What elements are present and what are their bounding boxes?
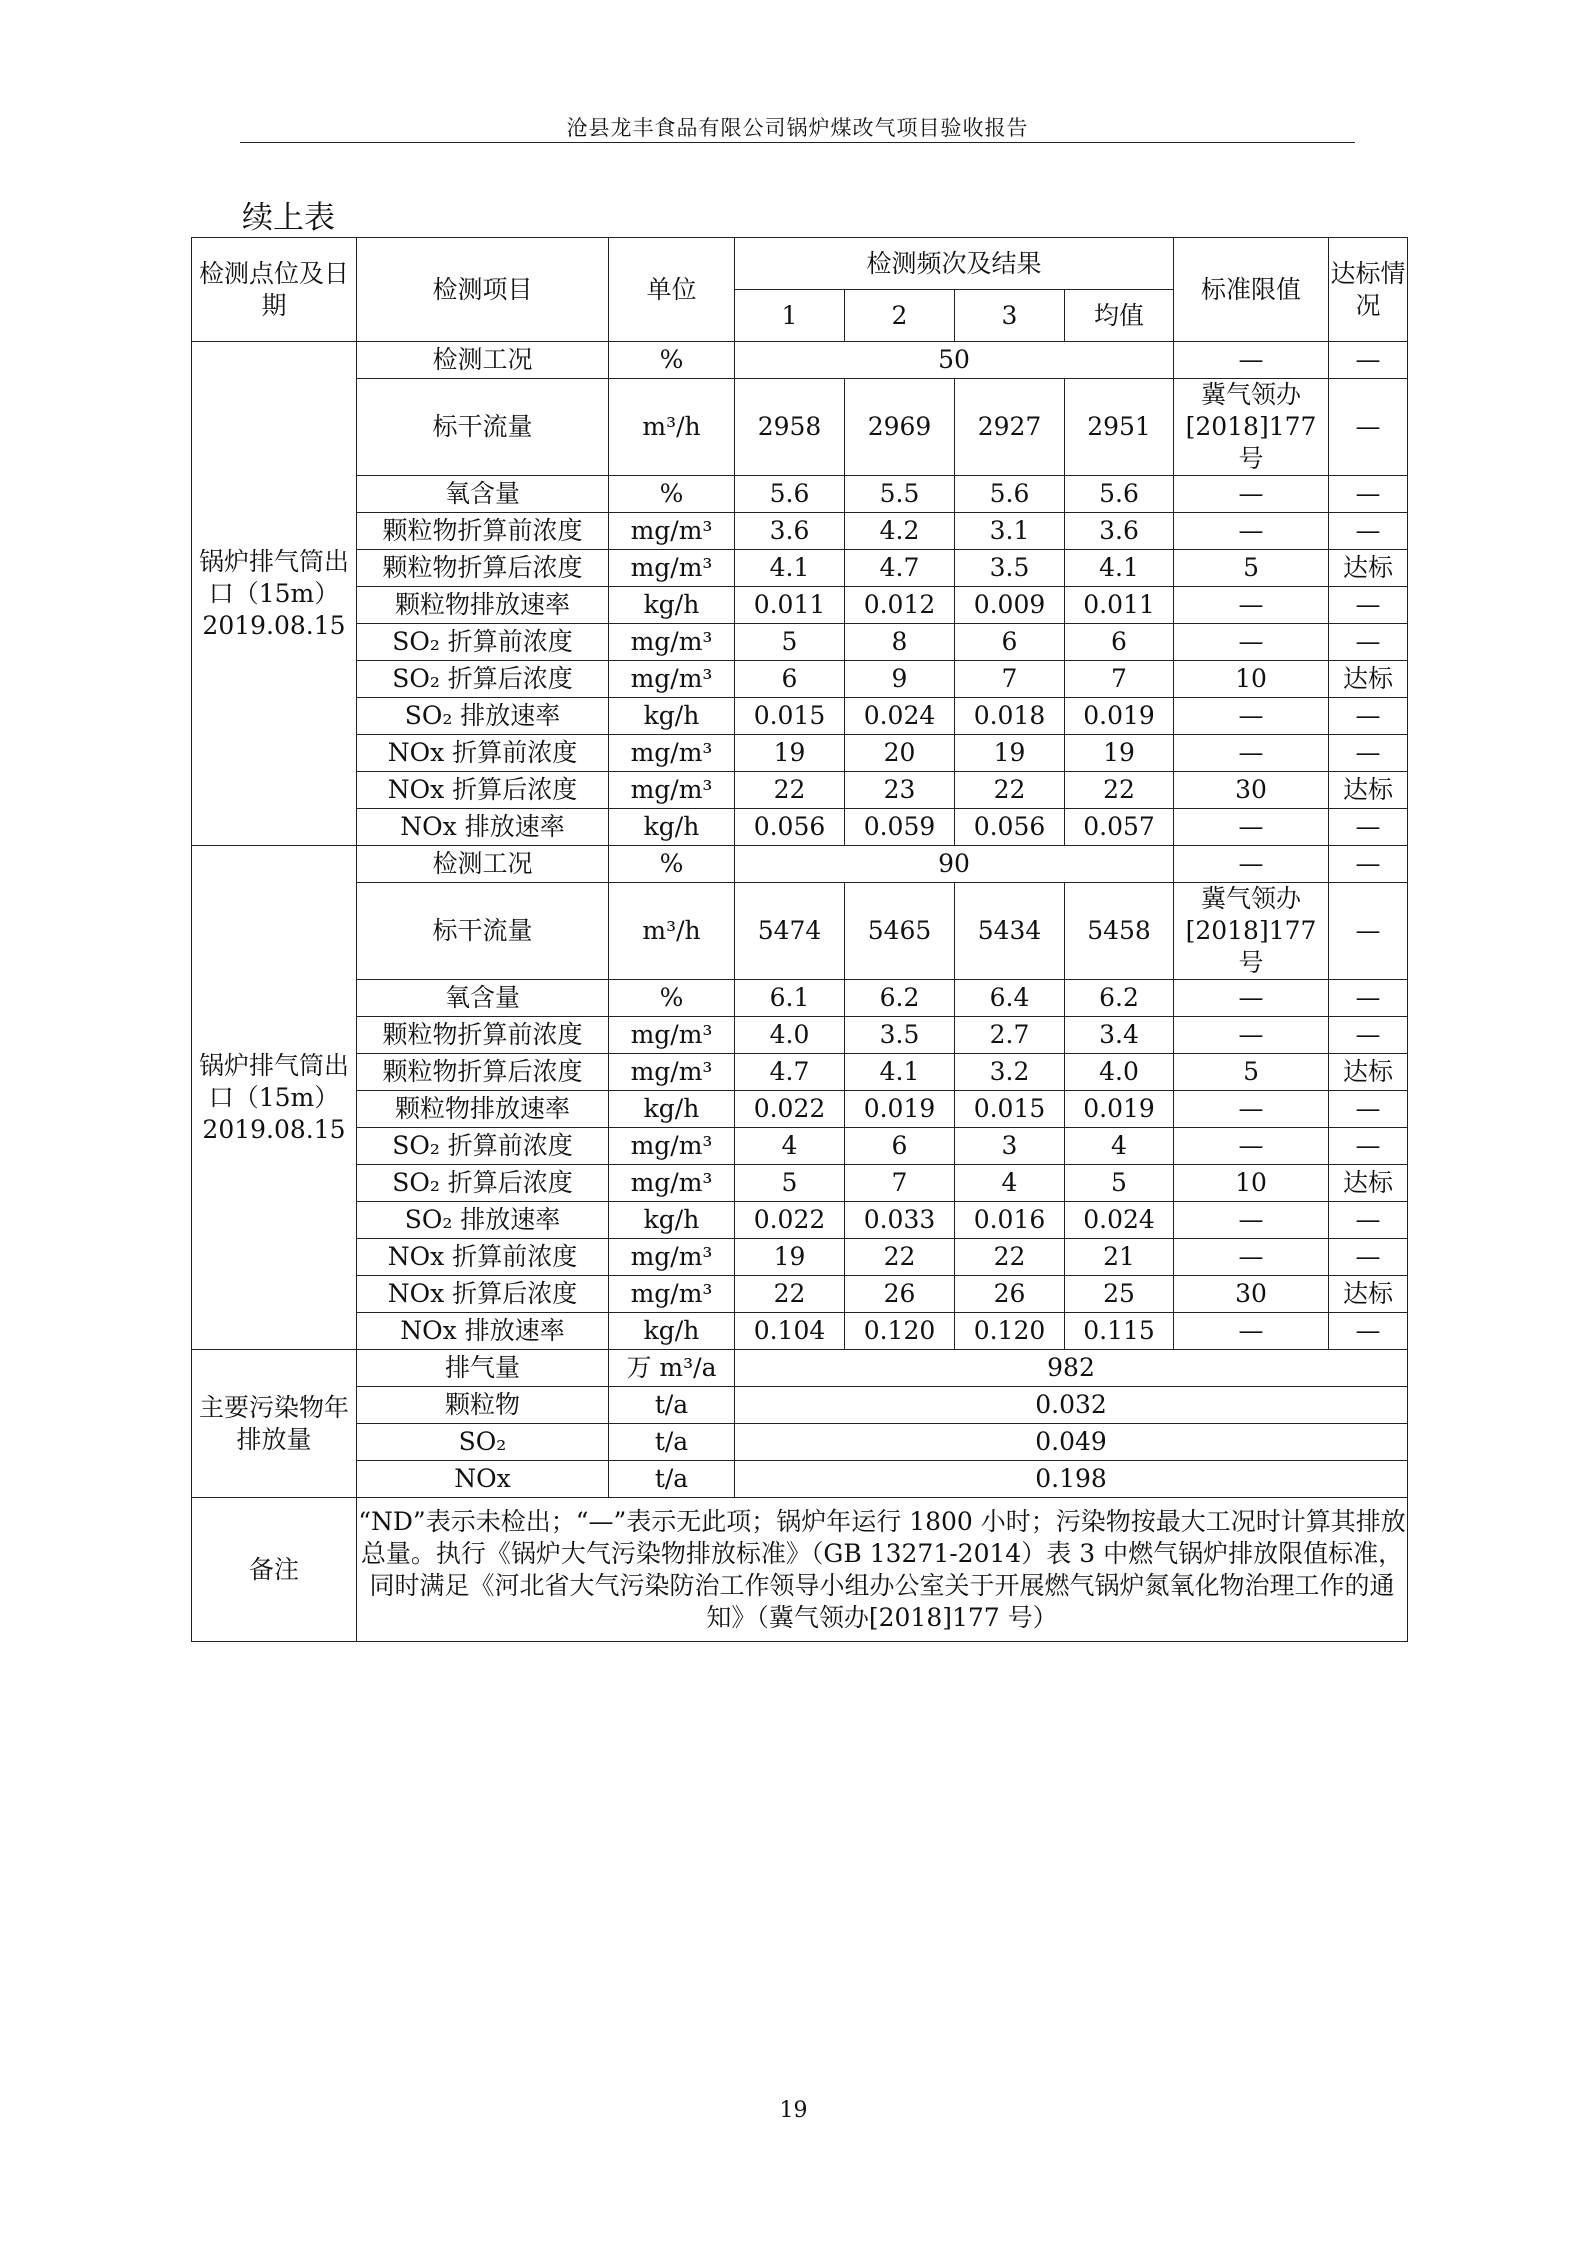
run-3-value: 3.5	[955, 550, 1065, 587]
status-cell: —	[1329, 1313, 1408, 1350]
status-cell: —	[1329, 846, 1408, 883]
unit-cell: %	[609, 980, 735, 1017]
item-cell: NOx 折算前浓度	[357, 1239, 609, 1276]
average-value: 0.115	[1065, 1313, 1174, 1350]
average-value: 3.4	[1065, 1017, 1174, 1054]
header-unit: 单位	[609, 238, 735, 342]
item-cell: 颗粒物排放速率	[357, 1091, 609, 1128]
average-value: 6.2	[1065, 980, 1174, 1017]
limit-cell: —	[1174, 513, 1329, 550]
run-1-value: 0.022	[735, 1202, 845, 1239]
unit-cell: mg/m³	[609, 1128, 735, 1165]
emission-unit-cell: t/a	[609, 1387, 735, 1424]
limit-cell: —	[1174, 624, 1329, 661]
run-1-value: 4.7	[735, 1054, 845, 1091]
limit-cell: —	[1174, 735, 1329, 772]
emission-item-cell: 排气量	[357, 1350, 609, 1387]
unit-cell: mg/m³	[609, 661, 735, 698]
status-cell: 达标	[1329, 1165, 1408, 1202]
header-run-2: 2	[845, 290, 955, 342]
run-1-value: 22	[735, 772, 845, 809]
status-cell: —	[1329, 809, 1408, 846]
item-cell: SO₂ 排放速率	[357, 1202, 609, 1239]
run-2-value: 0.033	[845, 1202, 955, 1239]
unit-cell: mg/m³	[609, 550, 735, 587]
run-3-value: 22	[955, 1239, 1065, 1276]
table-row	[192, 476, 1408, 513]
table-row	[192, 1128, 1408, 1165]
run-1-value: 5474	[735, 883, 845, 980]
limit-cell: —	[1174, 1017, 1329, 1054]
run-3-value: 22	[955, 772, 1065, 809]
table-row	[192, 1424, 1408, 1461]
run-1-value: 5	[735, 624, 845, 661]
status-cell: 达标	[1329, 550, 1408, 587]
run-2-value: 22	[845, 1239, 955, 1276]
run-1-value: 2958	[735, 379, 845, 476]
limit-cell: —	[1174, 980, 1329, 1017]
item-cell: SO₂ 折算前浓度	[357, 624, 609, 661]
limit-cell: —	[1174, 1202, 1329, 1239]
status-cell: —	[1329, 883, 1408, 980]
item-cell: 颗粒物折算前浓度	[357, 513, 609, 550]
limit-cell: 5	[1174, 1054, 1329, 1091]
limit-cell: —	[1174, 1091, 1329, 1128]
emission-value-cell: 982	[735, 1350, 1408, 1387]
average-value: 6	[1065, 624, 1174, 661]
table-row	[192, 1202, 1408, 1239]
limit-cell: —	[1174, 1313, 1329, 1350]
unit-cell: kg/h	[609, 1091, 735, 1128]
average-value: 5.6	[1065, 476, 1174, 513]
unit-cell: kg/h	[609, 698, 735, 735]
limit-cell: 冀气领办[2018]177 号	[1174, 883, 1329, 980]
run-2-value: 5465	[845, 883, 955, 980]
emission-unit-cell: t/a	[609, 1461, 735, 1498]
run-2-value: 4.2	[845, 513, 955, 550]
status-cell: —	[1329, 735, 1408, 772]
run-2-value: 26	[845, 1276, 955, 1313]
unit-cell: m³/h	[609, 883, 735, 980]
item-cell: 氧含量	[357, 476, 609, 513]
run-1-value: 19	[735, 735, 845, 772]
emission-unit-cell: 万 m³/a	[609, 1350, 735, 1387]
page-number: 19	[779, 2098, 808, 2123]
limit-cell: —	[1174, 342, 1329, 379]
limit-cell: —	[1174, 846, 1329, 883]
table-row	[192, 883, 1408, 980]
item-cell: 检测工况	[357, 342, 609, 379]
average-value: 22	[1065, 772, 1174, 809]
table-row	[192, 1387, 1408, 1424]
run-3-value: 19	[955, 735, 1065, 772]
run-1-value: 6.1	[735, 980, 845, 1017]
unit-cell: mg/m³	[609, 772, 735, 809]
header-rule	[240, 142, 1355, 143]
emission-unit-cell: t/a	[609, 1424, 735, 1461]
average-value: 7	[1065, 661, 1174, 698]
header-limit: 标准限值	[1174, 238, 1329, 342]
status-cell: —	[1329, 1239, 1408, 1276]
limit-cell: —	[1174, 809, 1329, 846]
unit-cell: mg/m³	[609, 1239, 735, 1276]
limit-cell: —	[1174, 587, 1329, 624]
average-value: 4.1	[1065, 550, 1174, 587]
limit-cell: —	[1174, 698, 1329, 735]
unit-cell: kg/h	[609, 1202, 735, 1239]
limit-cell: 30	[1174, 1276, 1329, 1313]
average-value: 25	[1065, 1276, 1174, 1313]
unit-cell: mg/m³	[609, 1165, 735, 1202]
table-row	[192, 1017, 1408, 1054]
item-cell: 颗粒物折算后浓度	[357, 1054, 609, 1091]
status-cell: —	[1329, 1202, 1408, 1239]
status-cell: —	[1329, 342, 1408, 379]
table-row	[192, 1350, 1408, 1387]
table-row	[192, 342, 1408, 379]
header-run-3: 3	[955, 290, 1065, 342]
run-2-value: 6.2	[845, 980, 955, 1017]
table-body	[192, 342, 1408, 1642]
unit-cell: mg/m³	[609, 513, 735, 550]
average-value: 21	[1065, 1239, 1174, 1276]
average-value: 4	[1065, 1128, 1174, 1165]
run-1-value: 0.015	[735, 698, 845, 735]
run-3-value: 6	[955, 624, 1065, 661]
unit-cell: kg/h	[609, 1313, 735, 1350]
average-value: 0.011	[1065, 587, 1174, 624]
run-3-value: 2927	[955, 379, 1065, 476]
table-row	[192, 379, 1408, 476]
continuation-label: 续上表	[242, 200, 335, 236]
run-3-value: 0.016	[955, 1202, 1065, 1239]
header-frequency: 检测频次及结果	[735, 238, 1174, 290]
unit-cell: mg/m³	[609, 624, 735, 661]
run-3-value: 26	[955, 1276, 1065, 1313]
item-cell: NOx 折算后浓度	[357, 1276, 609, 1313]
run-3-value: 2.7	[955, 1017, 1065, 1054]
table-row	[192, 1054, 1408, 1091]
run-3-value: 0.015	[955, 1091, 1065, 1128]
run-2-value: 8	[845, 624, 955, 661]
run-2-value: 0.024	[845, 698, 955, 735]
run-3-value: 3.2	[955, 1054, 1065, 1091]
item-cell: NOx 排放速率	[357, 809, 609, 846]
run-2-value: 6	[845, 1128, 955, 1165]
run-1-value: 4.1	[735, 550, 845, 587]
run-2-value: 9	[845, 661, 955, 698]
header-item: 检测项目	[357, 238, 609, 342]
status-cell: —	[1329, 698, 1408, 735]
run-2-value: 0.012	[845, 587, 955, 624]
status-cell: 达标	[1329, 1276, 1408, 1313]
status-cell: —	[1329, 513, 1408, 550]
run-1-value: 6	[735, 661, 845, 698]
status-cell: 达标	[1329, 661, 1408, 698]
limit-cell: —	[1174, 476, 1329, 513]
status-cell: —	[1329, 1017, 1408, 1054]
unit-cell: kg/h	[609, 809, 735, 846]
status-cell: —	[1329, 1091, 1408, 1128]
remark-text: “ND”表示未检出；“—”表示无此项；锅炉年运行 1800 小时；污染物按最大工况时计算其排放总量。执行《锅炉大气污染物排放标准》（GB 13271-2014）表 3 中燃气锅炉排放限值标准，同时满足《河北省大气污染防治工作领导小组办公室关于开展燃气锅炉氮氧化物治理工作的通知》（冀气领办[2018]177 号）	[357, 1498, 1408, 1642]
status-cell: —	[1329, 379, 1408, 476]
run-2-value: 3.5	[845, 1017, 955, 1054]
item-cell: SO₂ 折算后浓度	[357, 1165, 609, 1202]
run-2-value: 4.7	[845, 550, 955, 587]
emission-value-cell: 0.198	[735, 1461, 1408, 1498]
table-row	[192, 698, 1408, 735]
table-row	[192, 1165, 1408, 1202]
limit-cell: 冀气领办[2018]177 号	[1174, 379, 1329, 476]
item-cell: 检测工况	[357, 846, 609, 883]
condition-value-cell: 90	[735, 846, 1174, 883]
item-cell: SO₂ 折算后浓度	[357, 661, 609, 698]
run-3-value: 6.4	[955, 980, 1065, 1017]
sampling-point-cell: 锅炉排气筒出口（15m）2019.08.15	[192, 342, 357, 846]
table-row	[192, 1239, 1408, 1276]
run-2-value: 7	[845, 1165, 955, 1202]
run-1-value: 4	[735, 1128, 845, 1165]
run-1-value: 0.104	[735, 1313, 845, 1350]
run-3-value: 0.120	[955, 1313, 1065, 1350]
table-row	[192, 809, 1408, 846]
run-1-value: 5.6	[735, 476, 845, 513]
average-value: 0.019	[1065, 698, 1174, 735]
emission-item-cell: NOx	[357, 1461, 609, 1498]
average-value: 0.057	[1065, 809, 1174, 846]
run-1-value: 19	[735, 1239, 845, 1276]
limit-cell: 10	[1174, 1165, 1329, 1202]
run-2-value: 0.059	[845, 809, 955, 846]
run-3-value: 3	[955, 1128, 1065, 1165]
run-3-value: 5434	[955, 883, 1065, 980]
run-1-value: 3.6	[735, 513, 845, 550]
item-cell: NOx 排放速率	[357, 1313, 609, 1350]
document-header: 沧县龙丰食品有限公司锅炉煤改气项目验收报告	[566, 116, 1029, 140]
run-3-value: 5.6	[955, 476, 1065, 513]
average-value: 5458	[1065, 883, 1174, 980]
average-value: 3.6	[1065, 513, 1174, 550]
run-3-value: 3.1	[955, 513, 1065, 550]
remark-label: 备注	[192, 1498, 357, 1642]
emission-value-cell: 0.049	[735, 1424, 1408, 1461]
status-cell: —	[1329, 1128, 1408, 1165]
run-2-value: 5.5	[845, 476, 955, 513]
table-row	[192, 550, 1408, 587]
unit-cell: mg/m³	[609, 1054, 735, 1091]
table-row	[192, 513, 1408, 550]
header-point-date: 检测点位及日期	[192, 238, 357, 342]
item-cell: NOx 折算前浓度	[357, 735, 609, 772]
table-row	[192, 587, 1408, 624]
run-3-value: 0.009	[955, 587, 1065, 624]
emission-item-cell: 颗粒物	[357, 1387, 609, 1424]
status-cell: —	[1329, 587, 1408, 624]
table-row	[192, 772, 1408, 809]
unit-cell: mg/m³	[609, 1017, 735, 1054]
item-cell: 颗粒物排放速率	[357, 587, 609, 624]
unit-cell: mg/m³	[609, 1276, 735, 1313]
annual-emissions-label: 主要污染物年排放量	[192, 1350, 357, 1498]
average-value: 4.0	[1065, 1054, 1174, 1091]
table-row	[192, 735, 1408, 772]
run-1-value: 5	[735, 1165, 845, 1202]
run-1-value: 4.0	[735, 1017, 845, 1054]
condition-value-cell: 50	[735, 342, 1174, 379]
run-3-value: 0.056	[955, 809, 1065, 846]
unit-cell: %	[609, 342, 735, 379]
item-cell: 颗粒物折算后浓度	[357, 550, 609, 587]
table-row	[192, 1276, 1408, 1313]
run-1-value: 0.022	[735, 1091, 845, 1128]
unit-cell: kg/h	[609, 587, 735, 624]
header-status: 达标情况	[1329, 238, 1408, 342]
limit-cell: —	[1174, 1239, 1329, 1276]
run-1-value: 0.056	[735, 809, 845, 846]
item-cell: 颗粒物折算前浓度	[357, 1017, 609, 1054]
limit-cell: 30	[1174, 772, 1329, 809]
run-2-value: 0.019	[845, 1091, 955, 1128]
emission-value-cell: 0.032	[735, 1387, 1408, 1424]
status-cell: 达标	[1329, 1054, 1408, 1091]
header-average: 均值	[1065, 290, 1174, 342]
item-cell: SO₂ 排放速率	[357, 698, 609, 735]
run-2-value: 2969	[845, 379, 955, 476]
table-row	[192, 1461, 1408, 1498]
item-cell: 标干流量	[357, 883, 609, 980]
table-row	[192, 980, 1408, 1017]
run-3-value: 7	[955, 661, 1065, 698]
run-1-value: 0.011	[735, 587, 845, 624]
limit-cell: 10	[1174, 661, 1329, 698]
table-row	[192, 1498, 1408, 1642]
status-cell: —	[1329, 980, 1408, 1017]
emission-item-cell: SO₂	[357, 1424, 609, 1461]
average-value: 19	[1065, 735, 1174, 772]
unit-cell: %	[609, 846, 735, 883]
run-1-value: 22	[735, 1276, 845, 1313]
item-cell: NOx 折算后浓度	[357, 772, 609, 809]
average-value: 5	[1065, 1165, 1174, 1202]
item-cell: 标干流量	[357, 379, 609, 476]
status-cell: —	[1329, 476, 1408, 513]
average-value: 0.024	[1065, 1202, 1174, 1239]
unit-cell: mg/m³	[609, 735, 735, 772]
average-value: 2951	[1065, 379, 1174, 476]
table-row	[192, 1313, 1408, 1350]
item-cell: SO₂ 折算前浓度	[357, 1128, 609, 1165]
unit-cell: m³/h	[609, 379, 735, 476]
table-row	[192, 661, 1408, 698]
limit-cell: —	[1174, 1128, 1329, 1165]
status-cell: 达标	[1329, 772, 1408, 809]
limit-cell: 5	[1174, 550, 1329, 587]
table-row	[192, 1091, 1408, 1128]
run-2-value: 23	[845, 772, 955, 809]
table-row	[192, 624, 1408, 661]
header-run-1: 1	[735, 290, 845, 342]
run-2-value: 4.1	[845, 1054, 955, 1091]
item-cell: 氧含量	[357, 980, 609, 1017]
table-row	[192, 846, 1408, 883]
unit-cell: %	[609, 476, 735, 513]
run-3-value: 0.018	[955, 698, 1065, 735]
sampling-point-cell: 锅炉排气筒出口（15m）2019.08.15	[192, 846, 357, 1350]
run-2-value: 0.120	[845, 1313, 955, 1350]
monitoring-results-table	[191, 237, 1408, 1642]
run-2-value: 20	[845, 735, 955, 772]
status-cell: —	[1329, 624, 1408, 661]
average-value: 0.019	[1065, 1091, 1174, 1128]
run-3-value: 4	[955, 1165, 1065, 1202]
